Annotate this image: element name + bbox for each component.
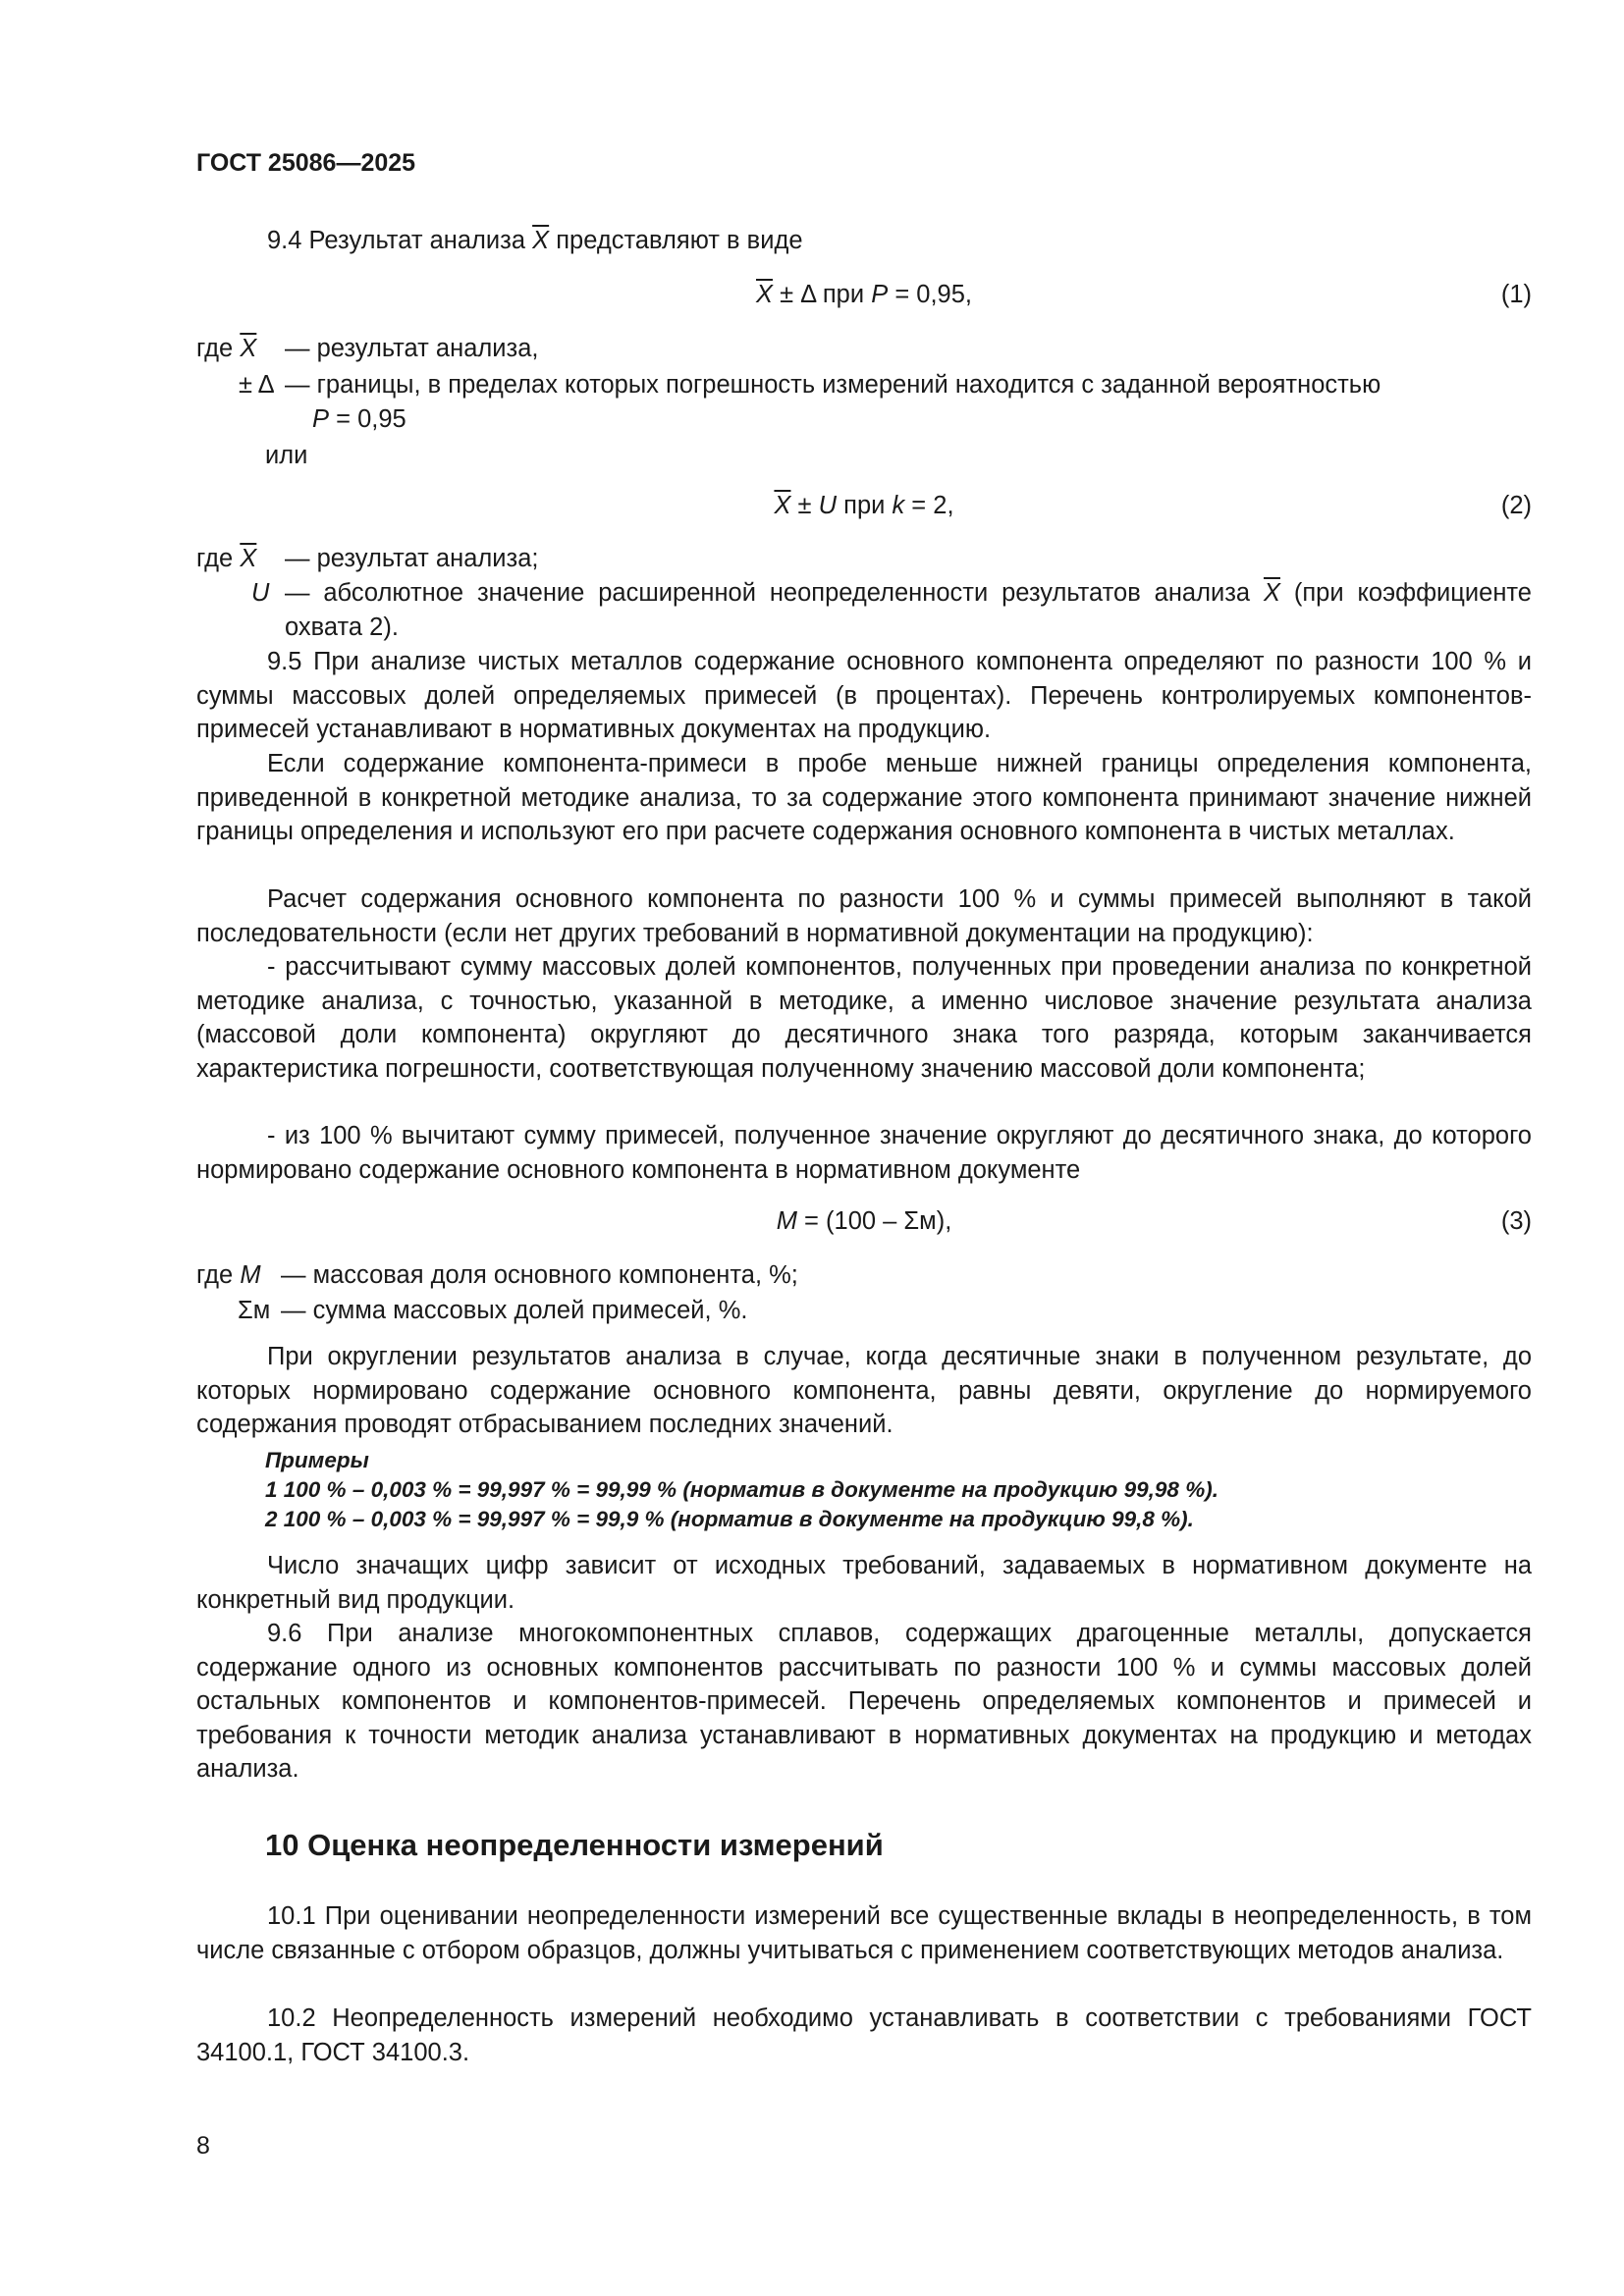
definition-sum: Σм — сумма массовых долей примесей, %. [238,1297,748,1324]
formula-number: (1) [1500,281,1532,308]
example-1: 1 100 % – 0,003 % = 99,997 % = 99,99 % (норматив в документе на продукцию 99,98 %). [265,1477,1218,1502]
paragraph-9-6: 9.6 При анализе многокомпонентных сплавов, содержащих драгоценные металлы, допускается содержание одного из основных компонентов рассчитывать по разности 100 % и суммы массовых долей остальных компонентов и компонентов-примесей. Перечень определяемых компонентов и примесей и требования к точности методик анализа устанавливают в нормативных документах на продукцию и методах анализа. [196,1620,1532,1783]
paragraph-dash-2: - из 100 % вычитают сумму примесей, полученное значение округляют до десятичного знака, до которого нормировано содержание основного компонента в нормативном документе [196,1122,1532,1184]
formula-2: $\overline{X} \pm U$ при k = 2, (2) [196,488,1532,523]
examples-block [265,1446,1532,1534]
definition-m: где M — массовая доля основного компонента, %; [196,1261,798,1289]
paragraph-significant-digits: Число значащих цифр зависит от исходных требований, задаваемых в нормативном документе на конкретный вид продукции. [196,1552,1532,1614]
example-2: 2 100 % – 0,003 % = 99,997 % = 99,9 % (норматив в документе на продукцию 99,8 %). [265,1507,1194,1531]
definition-delta: ± Δ — границы, в пределах которых погрешность измерений находится с заданной вероятностью P = 0,95 [239,371,1381,433]
word-or: или [265,442,308,469]
paragraph-9-4: 9.4 Результат анализа $\overline{X}$ представляют в виде [267,227,803,254]
paragraph-if: Если содержание компонента-примеси в пробе меньше нижней границы определения компонента, приведенной в конкретной методике анализа, то за содержание этого компонента принимают значение нижней границы определения и используют его при расчете содержания основного компонента в чистых металлах. [196,750,1532,845]
formula-1: $\overline{X} \pm \Delta$ при P = 0,95, (1) [196,277,1532,312]
document-header: ГОСТ 25086—2025 [196,149,416,177]
paragraph-9-5: 9.5 При анализе чистых металлов содержание основного компонента определяют по разности 100 % и суммы массовых долей определяемых примесей (в процентах). Перечень контролируемых компонентов-примесей устанавливают в нормативных документах на продукцию. [196,648,1532,743]
paragraph-rounding: При округлении результатов анализа в случае, когда десятичные знаки в полученном результате, до которых нормировано содержание основного компонента, равны девяти, округление до нормируемого содержания проводят отбрасыванием последних значений. [196,1343,1532,1438]
paragraph-10-2: 10.2 Неопределенность измерений необходимо устанавливать в соответствии с требованиями ГОСТ 34100.1, ГОСТ 34100.3. [196,2004,1532,2066]
document-page [196,0,1532,2296]
page-number: 8 [196,2132,210,2160]
formula-number: (2) [1500,492,1532,519]
definition-u: U — абсолютное значение расширенной неопределенности результатов анализа $\overline{X}$ (при коэффициенте охвата 2). [251,579,1532,641]
formula-3: M = (100 – Σм), (3) [196,1203,1532,1239]
paragraph-dash-1: - рассчитывают сумму массовых долей компонентов, полученных при проведении анализа по конкретной методике анализа, с точностью, указанной в методике, а именно числовое значение результата анализа (массовой доли компонента) округляют до десятичного знака того разряда, которым заканчивается характеристика погрешности, соответствующая полученному значению массовой доли компонента; [196,953,1532,1083]
definition-x-2: где $\overline{X}$ — результат анализа; [196,545,539,572]
section-10-title: 10 Оценка неопределенности измерений [265,1828,884,1862]
definition-x-1: где $\overline{X}$ — результат анализа, [196,335,539,362]
x-bar-symbol: $\overline{X}$ [532,227,550,254]
examples-title: Примеры [265,1448,369,1472]
paragraph-10-1: 10.1 При оценивании неопределенности измерений все существенные вклады в неопределенность, в том числе связанные с отбором образцов, должны учитываться с применением соответствующих методов анализа. [196,1902,1532,1964]
formula-number: (3) [1500,1207,1532,1235]
paragraph-calc: Расчет содержания основного компонента по разности 100 % и суммы примесей выполняют в такой последовательности (если нет других требований в нормативной документации на продукцию): [196,885,1532,947]
